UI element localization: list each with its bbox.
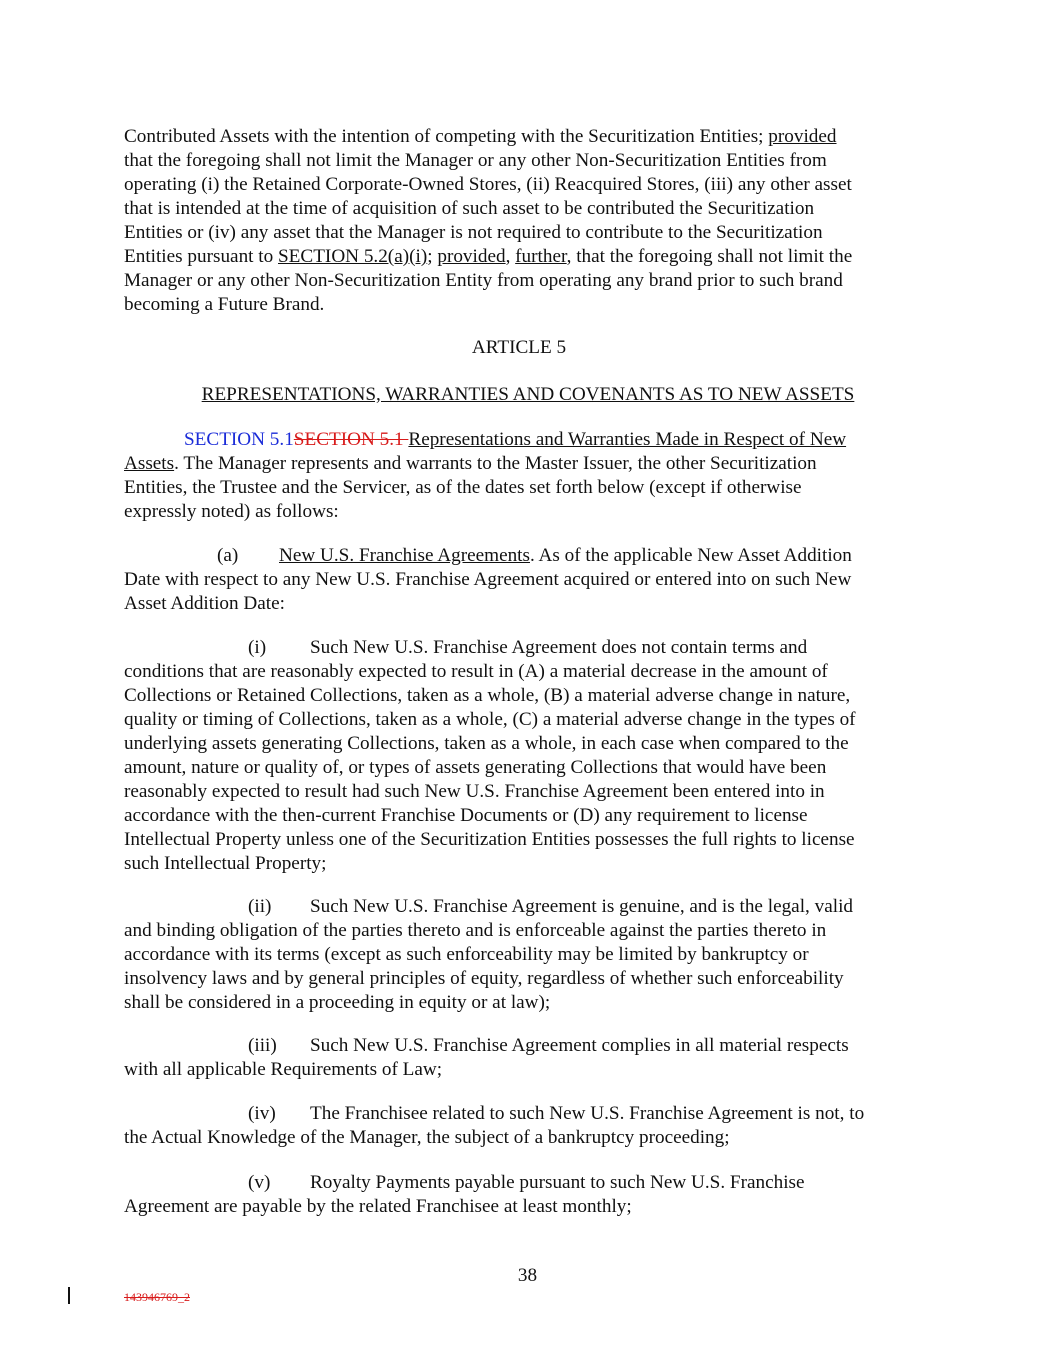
clause-ii-line-3: accordance with its terms (except as such enforceability may be limited by bankruptcy or [124,944,809,965]
clause-iv-line-1: (iv) The Franchisee related to such New U.S. Franchise Agreement is not, to [248,1103,865,1124]
section-5-1-line-4: expressly noted) as follows: [124,501,339,522]
intro-line-7: Manager or any other Non-Securitization Entity from operating any brand prior to such brand [124,270,843,291]
clause-a-line-3: Asset Addition Date: [124,593,285,614]
clause-v-line-2: Agreement are payable by the related Franchisee at least monthly; [124,1196,632,1217]
clause-iii-label: (iii) [248,1035,277,1056]
clause-a-line-1: (a) New U.S. Franchise Agreements. As of the applicable New Asset Addition [217,545,852,566]
clause-i-line-1: (i) Such New U.S. Franchise Agreement does not contain terms and [248,637,808,658]
clause-iii-line-1: (iii) Such New U.S. Franchise Agreement complies in all material respects [248,1035,849,1056]
clause-i-line-8: accordance with the then-current Franchise Documents or (D) any requirement to license [124,805,808,826]
clause-a-heading: New U.S. Franchise Agreements [279,545,530,566]
section-5-1-line-2: Assets. The Manager represents and warrants to the Master Issuer, the other Securitization [124,453,817,474]
clause-v-line-1: (v) Royalty Payments payable pursuant to such New U.S. Franchise [248,1172,805,1193]
intro-line-4: that is intended at the time of acquisition of such asset to be contributed the Securitization [124,198,815,219]
clause-ii-line-1: (ii) Such New U.S. Franchise Agreement is genuine, and is the legal, valid [248,896,853,917]
section-5-1-deleted: SECTION 5.1 [293,429,409,450]
clause-a-label: (a) [217,545,239,566]
clause-i-label: (i) [248,637,267,658]
intro-line-5: Entities or (iv) any asset that the Manager is not required to contribute to the Securitization [124,222,823,243]
clause-ii-label: (ii) [248,896,272,917]
clause-iii-line-2: with all applicable Requirements of Law; [124,1059,443,1080]
clause-ii [124,895,914,1015]
section-5-1-inserted: SECTION 5.1 [184,429,294,450]
clause-ii-line-4: insolvency laws and by general principles of equity, regardless of whether such enforceability [124,968,844,989]
intro-line-6: Entities pursuant to SECTION 5.2(a)(i); provided, further, that the foregoing shall not limit the [124,246,853,267]
section-5-1-title: Representations and Warranties Made in Respect of New [408,429,847,450]
article-heading: REPRESENTATIONS, WARRANTIES AND COVENANTS AS TO NEW ASSETS [201,384,855,405]
section-5-1-line-3: Entities, the Trustee and the Servicer, as of the dates set forth below (except if otherwise [124,477,802,498]
change-bar [68,1287,70,1304]
clause-i-line-4: quality or timing of Collections, taken as a whole, (C) a material adverse change in the types of [124,709,856,730]
clause-i-line-3: Collections or Retained Collections, taken as a whole, (B) a material adverse change in nature, [124,685,851,706]
section-5-1-line-1 [124,428,924,452]
intro-line-2: that the foregoing shall not limit the Manager or any other Non-Securitization Entities from [124,150,827,171]
clause-iv-line-2: the Actual Knowledge of the Manager, the subject of a bankruptcy proceeding; [124,1127,730,1148]
clause-ii-line-2: and binding obligation of the parties thereto and is enforceable against the parties thereto in [124,920,827,941]
clause-i [124,636,914,876]
section-5-1-paragraph [124,428,924,524]
clause-iv [124,1102,914,1150]
clause-v [124,1171,914,1219]
clause-a [124,544,914,616]
page-number: 38 [517,1265,538,1286]
document-id: 143946769_2 [124,1290,190,1304]
intro-line-3: operating (i) the Retained Corporate-Owned Stores, (ii) Reacquired Stores, (iii) any other asset [124,174,852,195]
section-5-2-reference: SECTION 5.2(a)(i) [278,246,428,267]
intro-paragraph [124,125,914,317]
clause-i-line-10: such Intellectual Property; [124,853,327,874]
intro-line-8: becoming a Future Brand. [124,294,325,315]
article-title: ARTICLE 5 [471,337,567,358]
clause-iii [124,1034,914,1082]
clause-ii-line-5: shall be considered in a proceeding in equity or at law); [124,992,551,1013]
clause-iv-label: (iv) [248,1103,276,1124]
clause-i-line-9: Intellectual Property unless one of the Securitization Entities possesses the full rights to license [124,829,855,850]
clause-i-line-6: amount, nature or quality of, or types of assets generating Collections that would have been [124,757,827,778]
intro-line-1: Contributed Assets with the intention of competing with the Securitization Entities; provided [124,126,837,147]
clause-a-line-2: Date with respect to any New U.S. Franchise Agreement acquired or entered into on such New [124,569,852,590]
clause-i-line-7: reasonably expected to result had such New U.S. Franchise Agreement been entered into in [124,781,825,802]
clause-v-label: (v) [248,1172,271,1193]
clause-i-line-2: conditions that are reasonably expected to result in (A) a material decrease in the amount of [124,661,828,682]
clause-i-line-5: underlying assets generating Collections, taken as a whole, in each case when compared to the [124,733,849,754]
